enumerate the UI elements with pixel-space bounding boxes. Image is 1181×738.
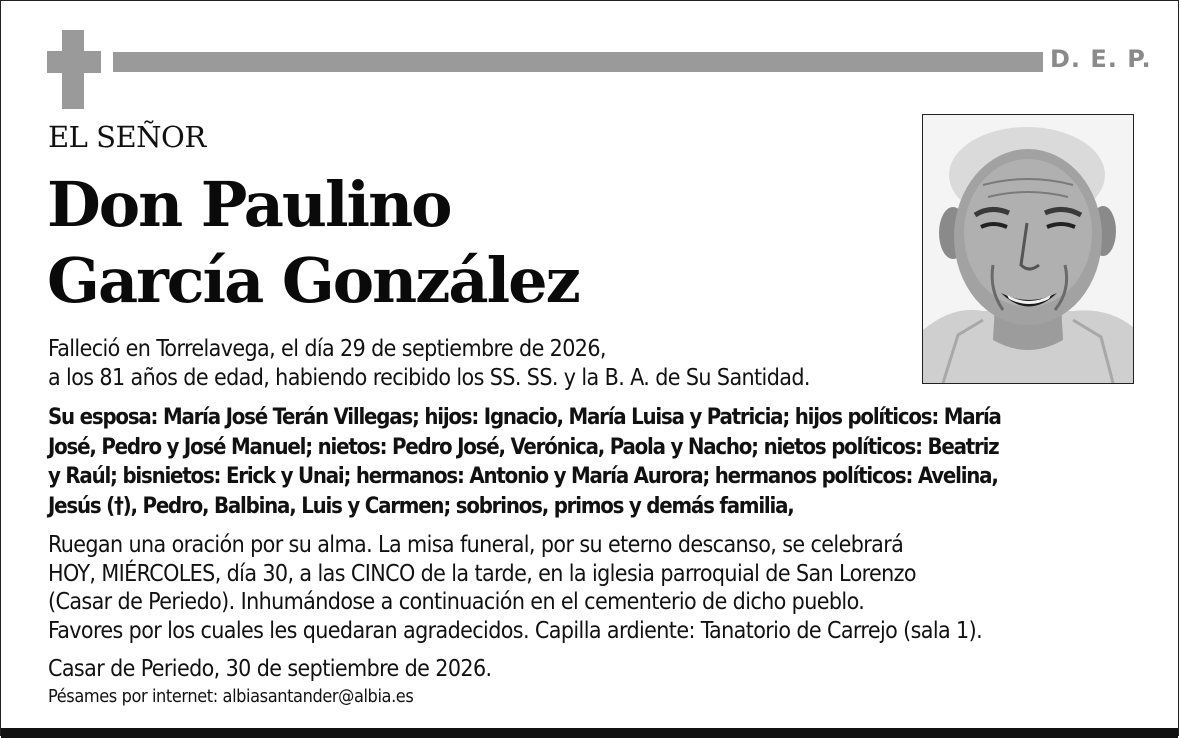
funeral-line: Favores por los cuales les quedaran agradecidos. Capilla ardiente: Tanatorio de Carrejo (sala 1). — [48, 617, 983, 644]
header-rule — [113, 52, 1043, 72]
name-line-1: Don Paulino — [47, 168, 451, 241]
funeral-details — [48, 531, 1138, 645]
family-list — [48, 403, 1128, 521]
bottom-border — [1, 728, 1178, 738]
family-line: Su esposa: María José Terán Villegas; hijos: Ignacio, María Luisa y Patricia; hijos políticos: María — [48, 405, 1001, 430]
family-line: José, Pedro y José Manuel; nietos: Pedro José, Verónica, Paola y Nacho; nietos políticos: Beatriz — [48, 434, 999, 460]
funeral-line: HOY, MIÉRCOLES, día 30, a las CINCO de la tarde, en la iglesia parroquial de San Lorenzo — [48, 560, 916, 587]
death-line-1: Falleció en Torrelavega, el día 29 de septiembre de 2026, — [48, 336, 606, 362]
condolences-contact: Pésames por internet: albiasantander@albia.es — [48, 686, 414, 707]
death-line-2: a los 81 años de edad, habiendo recibido los SS. SS. y la B. A. de Su Santidad. — [48, 365, 810, 391]
dep-label: D. E. P. — [1050, 45, 1152, 73]
funeral-line: Ruegan una oración por su alma. La misa funeral, por su eterno descanso, se celebrará — [48, 532, 904, 558]
family-line: Jesús (†), Pedro, Balbina, Luis y Carmen; sobrinos, primos y demás familia, — [48, 493, 794, 519]
portrait-image — [923, 115, 1133, 383]
title-prefix: EL SEÑOR — [48, 120, 206, 154]
portrait-photo — [922, 114, 1134, 384]
name-line-2: García González — [47, 244, 579, 317]
cross-icon-bar — [47, 51, 101, 73]
family-line: y Raúl; bisnietos: Erick y Unai; hermanos: Antonio y María Aurora; hermanos políticos: Avelina, — [48, 464, 998, 489]
deceased-name — [47, 167, 579, 319]
place-and-date: Casar de Periedo, 30 de septiembre de 2026. — [48, 656, 492, 682]
funeral-line: (Casar de Periedo). Inhumándose a continuación en el cementerio de dicho pueblo. — [48, 589, 865, 615]
death-details — [48, 335, 928, 393]
